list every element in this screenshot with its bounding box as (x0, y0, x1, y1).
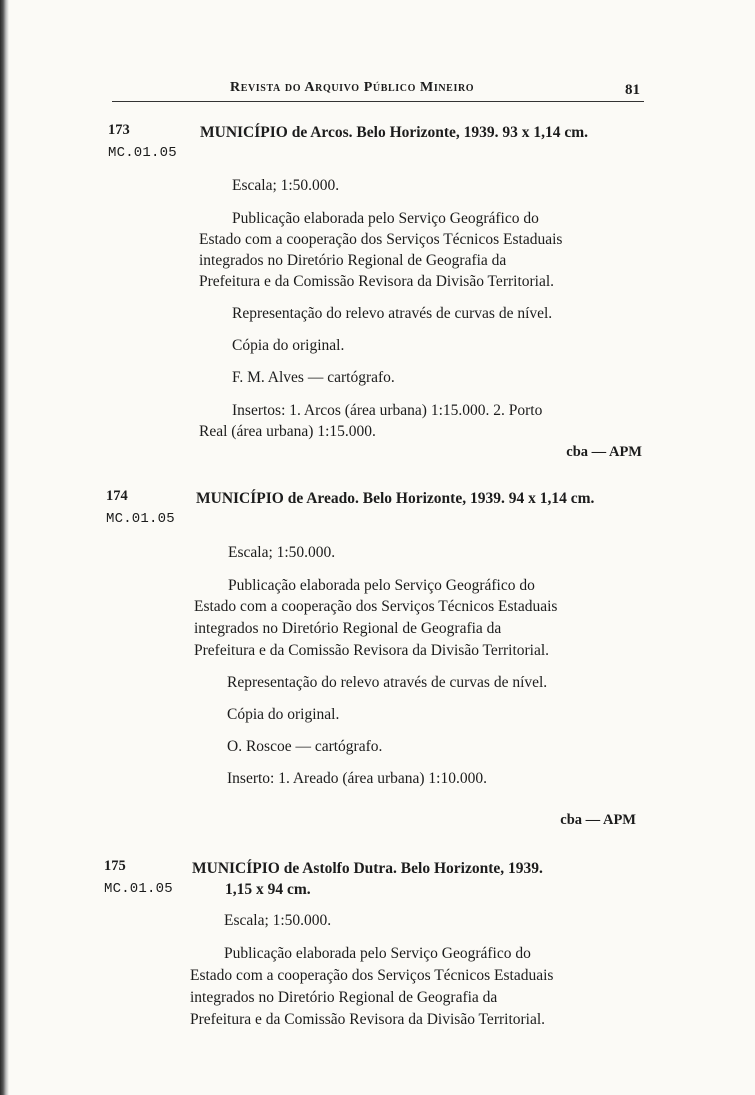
publication-line: Prefeitura e da Comissão Revisora da Divisão Territorial. (199, 273, 555, 290)
publication-line: Publicação elaborada pelo Serviço Geográfico do (224, 945, 531, 962)
entry-insert: Insertos: 1. Arcos (área urbana) 1:15.000. 2. Porto (232, 402, 543, 419)
page-number: 81 (625, 82, 640, 98)
publication-line: integrados no Diretório Regional de Geografia da (199, 252, 507, 269)
publication-line: Estado com a cooperação dos Serviços Técnicos Estaduais (190, 967, 554, 984)
entry-code: MC.01.05 (106, 511, 175, 527)
entry-insert: Inserto: 1. Areado (área urbana) 1:10.000. (227, 770, 487, 787)
publication-line: Publicação elaborada pelo Serviço Geográfico do (228, 577, 535, 594)
entry-scale: Escala; 1:50.000. (232, 177, 340, 194)
publication-line: integrados no Diretório Regional de Geografia da (190, 989, 498, 1006)
entry-relief: Representação do relevo através de curvas de nível. (227, 674, 548, 691)
entry-scale: Escala; 1:50.000. (228, 544, 336, 561)
journal-title: Revista do Arquivo Público Mineiro (230, 80, 475, 95)
entry-title: MUNICÍPIO de Astolfo Dutra. Belo Horizonte, 1939. (192, 860, 543, 877)
entry-copy: Cópia do original. (232, 337, 345, 354)
publication-line: Prefeitura e da Comissão Revisora da Divisão Territorial. (190, 1011, 546, 1028)
entry-number: 174 (106, 488, 128, 504)
entry-source: cba — APM (566, 444, 642, 460)
publication-line: Prefeitura e da Comissão Revisora da Divisão Territorial. (194, 642, 550, 659)
entry-title: MUNICÍPIO de Areado. Belo Horizonte, 1939. 94 x 1,14 cm. (196, 490, 595, 507)
entry-source: cba — APM (560, 812, 636, 828)
page-binding-edge (0, 0, 9, 1095)
publication-line: integrados no Diretório Regional de Geografia da (194, 620, 502, 637)
entry-relief: Representação do relevo através de curvas de nível. (232, 305, 553, 322)
entry-code: MC.01.05 (108, 145, 177, 161)
entry-author: F. M. Alves — cartógrafo. (232, 369, 395, 386)
entry-number: 175 (104, 858, 126, 874)
entry-title-continued: 1,15 x 94 cm. (225, 881, 311, 898)
header-rule (112, 101, 644, 102)
publication-line: Publicação elaborada pelo Serviço Geográfico do (232, 210, 539, 227)
entry-code: MC.01.05 (104, 881, 173, 897)
entry-title: MUNICÍPIO de Arcos. Belo Horizonte, 1939. 93 x 1,14 cm. (200, 124, 589, 141)
entry-author: O. Roscoe — cartógrafo. (227, 738, 383, 755)
running-header (112, 80, 644, 102)
entry-number: 173 (108, 122, 130, 138)
publication-line: Estado com a cooperação dos Serviços Técnicos Estaduais (199, 231, 563, 248)
entry-insert: Real (área urbana) 1:15.000. (199, 423, 376, 440)
entry-scale: Escala; 1:50.000. (224, 912, 332, 929)
publication-line: Estado com a cooperação dos Serviços Técnicos Estaduais (194, 598, 558, 615)
entry-copy: Cópia do original. (227, 706, 340, 723)
